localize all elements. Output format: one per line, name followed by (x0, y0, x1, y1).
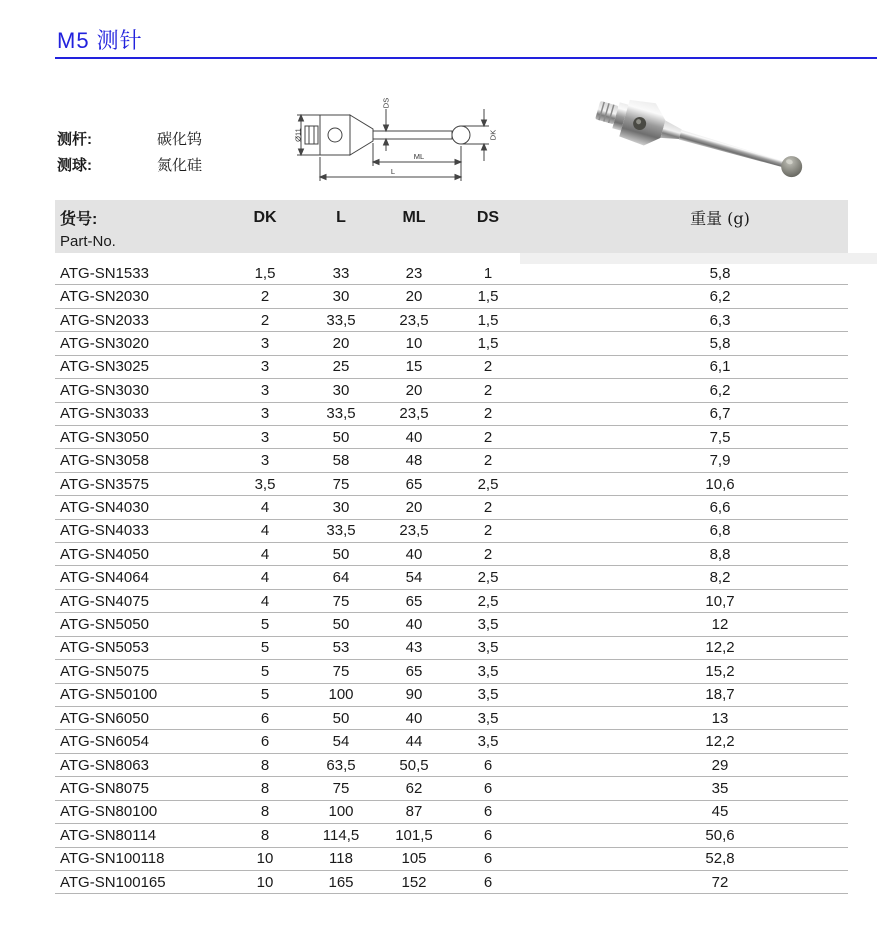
weight-cell: 7,5 (709, 428, 731, 446)
ml-cell: 23,5 (399, 311, 429, 329)
drawing-label-shank-diameter: Ø11 (293, 128, 303, 142)
ds-cell: 2 (483, 428, 493, 446)
ds-cell: 2 (483, 498, 493, 516)
drawing-thread (305, 126, 318, 144)
part-no-cell: ATG-SN3020 (60, 334, 149, 352)
drawing-label-ds: DS (381, 97, 391, 109)
table-row (55, 285, 848, 308)
ds-cell: 1 (483, 264, 493, 282)
dk-cell: 2 (260, 311, 270, 329)
l-cell: 53 (332, 639, 350, 657)
ml-cell: 10 (405, 334, 423, 352)
part-no-cell: ATG-SN1533 (60, 264, 149, 282)
title-underline (55, 57, 877, 59)
table-row (55, 660, 848, 683)
l-cell: 64 (332, 569, 350, 587)
ds-cell: 2 (483, 522, 493, 540)
weight-cell: 8,2 (709, 569, 731, 587)
table-body (55, 262, 848, 894)
weight-cell: 52,8 (705, 850, 735, 868)
dk-cell: 10 (256, 850, 274, 868)
table-row (55, 543, 848, 566)
l-cell: 33,5 (326, 405, 356, 423)
part-no-cell: ATG-SN2033 (60, 311, 149, 329)
l-cell: 165 (328, 873, 354, 891)
col-weight: 重量 (g) (690, 209, 750, 228)
l-cell: 33 (332, 264, 350, 282)
ml-cell: 40 (405, 616, 423, 634)
stylus-technical-drawing (291, 95, 513, 198)
ds-cell: 1,5 (477, 334, 499, 352)
ds-cell: 3,5 (477, 686, 499, 704)
weight-cell: 10,7 (705, 592, 735, 610)
l-cell: 25 (332, 358, 350, 376)
material-label-shaft: 测杆: (57, 131, 92, 148)
ml-cell: 20 (405, 381, 423, 399)
dk-cell: 3 (260, 334, 270, 352)
dk-cell: 4 (260, 522, 270, 540)
weight-cell: 18,7 (705, 686, 735, 704)
part-no-cell: ATG-SN4075 (60, 592, 149, 610)
table-row (55, 613, 848, 636)
ml-cell: 20 (405, 498, 423, 516)
weight-cell: 6,3 (709, 311, 731, 329)
dk-cell: 1,5 (254, 264, 276, 282)
table-row (55, 637, 848, 660)
part-no-cell: ATG-SN50100 (60, 686, 158, 704)
ml-cell: 44 (405, 733, 423, 751)
table-row (55, 309, 848, 332)
part-no-cell: ATG-SN3030 (60, 381, 149, 399)
table-row (55, 356, 848, 379)
material-row-shaft (57, 127, 202, 153)
weight-cell: 6,8 (709, 522, 731, 540)
weight-cell: 10,6 (705, 475, 735, 493)
ds-cell: 3,5 (477, 709, 499, 727)
l-cell: 100 (328, 803, 354, 821)
col-part-no-en: Part-No. (60, 233, 116, 250)
l-cell: 75 (332, 592, 350, 610)
part-no-cell: ATG-SN5053 (60, 639, 149, 657)
ds-cell: 3,5 (477, 616, 499, 634)
weight-cell: 6,1 (709, 358, 731, 376)
page-title: M5 测针 (57, 28, 143, 53)
dk-cell: 6 (260, 709, 270, 727)
weight-cell: 8,8 (709, 545, 731, 563)
ml-cell: 15 (405, 358, 423, 376)
ds-cell: 2 (483, 358, 493, 376)
table-row (55, 754, 848, 777)
table-header (55, 200, 848, 253)
part-no-cell: ATG-SN4050 (60, 545, 149, 563)
ds-cell: 2 (483, 452, 493, 470)
part-no-cell: ATG-SN3025 (60, 358, 149, 376)
dk-cell: 3 (260, 452, 270, 470)
drawing-ball (452, 126, 470, 144)
ml-cell: 23,5 (399, 522, 429, 540)
ds-cell: 6 (483, 850, 493, 868)
ds-cell: 3,5 (477, 662, 499, 680)
col-ml: ML (402, 208, 426, 226)
dk-cell: 3 (260, 358, 270, 376)
l-cell: 33,5 (326, 311, 356, 329)
l-cell: 100 (328, 686, 354, 704)
weight-cell: 6,2 (709, 288, 731, 306)
dk-cell: 2 (260, 288, 270, 306)
weight-cell: 6,6 (709, 498, 731, 516)
part-no-cell: ATG-SN2030 (60, 288, 149, 306)
table-row (55, 426, 848, 449)
dk-cell: 5 (260, 662, 270, 680)
table-row (55, 379, 848, 402)
materials-block (57, 127, 202, 179)
part-no-cell: ATG-SN4030 (60, 498, 149, 516)
l-cell: 50 (332, 545, 350, 563)
ds-cell: 1,5 (477, 288, 499, 306)
dk-cell: 5 (260, 639, 270, 657)
weight-cell: 6,7 (709, 405, 731, 423)
ds-cell: 3,5 (477, 639, 499, 657)
ds-cell: 2,5 (477, 475, 499, 493)
dk-cell: 8 (260, 803, 270, 821)
table-row (55, 473, 848, 496)
col-part-no-cn: 货号: (60, 211, 98, 228)
table-row (55, 262, 848, 285)
dk-cell: 6 (260, 733, 270, 751)
col-ds: DS (476, 208, 500, 226)
table-row (55, 566, 848, 589)
weight-cell: 6,2 (709, 381, 731, 399)
l-cell: 30 (332, 381, 350, 399)
table-row (55, 449, 848, 472)
table-row (55, 801, 848, 824)
ds-cell: 6 (483, 803, 493, 821)
drawing-label-ml: ML (413, 152, 425, 161)
part-no-cell: ATG-SN6054 (60, 733, 149, 751)
ml-cell: 105 (401, 850, 427, 868)
l-cell: 58 (332, 452, 350, 470)
ds-cell: 2,5 (477, 592, 499, 610)
material-value-shaft: 碳化钨 (157, 131, 203, 148)
dk-cell: 10 (256, 873, 274, 891)
table-row (55, 520, 848, 543)
dk-cell: 5 (260, 686, 270, 704)
ml-cell: 23,5 (399, 405, 429, 423)
ml-cell: 62 (405, 779, 423, 797)
dk-cell: 3 (260, 381, 270, 399)
weight-cell: 15,2 (705, 662, 735, 680)
table-row (55, 403, 848, 426)
ml-cell: 90 (405, 686, 423, 704)
ds-cell: 6 (483, 779, 493, 797)
ds-cell: 6 (483, 756, 493, 774)
ds-cell: 2 (483, 381, 493, 399)
table-row (55, 707, 848, 730)
l-cell: 63,5 (326, 756, 356, 774)
table-row (55, 332, 848, 355)
part-no-cell: ATG-SN3058 (60, 452, 149, 470)
weight-cell: 12 (711, 616, 729, 634)
ds-cell: 1,5 (477, 311, 499, 329)
ml-cell: 48 (405, 452, 423, 470)
l-cell: 50 (332, 428, 350, 446)
table-row (55, 871, 848, 894)
dk-cell: 8 (260, 779, 270, 797)
l-cell: 75 (332, 662, 350, 680)
col-dk: DK (253, 208, 277, 226)
ds-cell: 3,5 (477, 733, 499, 751)
part-no-cell: ATG-SN5050 (60, 616, 149, 634)
l-cell: 30 (332, 498, 350, 516)
ml-cell: 87 (405, 803, 423, 821)
part-no-cell: ATG-SN4064 (60, 569, 149, 587)
table-row (55, 590, 848, 613)
dk-cell: 3,5 (254, 475, 276, 493)
part-no-cell: ATG-SN5075 (60, 662, 149, 680)
l-cell: 20 (332, 334, 350, 352)
dk-cell: 4 (260, 569, 270, 587)
ml-cell: 65 (405, 592, 423, 610)
drawing-body-hole (328, 128, 342, 142)
l-cell: 50 (332, 709, 350, 727)
ds-cell: 2,5 (477, 569, 499, 587)
ml-cell: 20 (405, 288, 423, 306)
weight-cell: 13 (711, 709, 729, 727)
ml-cell: 152 (401, 873, 427, 891)
dk-cell: 8 (260, 756, 270, 774)
weight-cell: 5,8 (709, 334, 731, 352)
ds-cell: 6 (483, 873, 493, 891)
weight-cell: 7,9 (709, 452, 731, 470)
weight-cell: 12,2 (705, 733, 735, 751)
ml-cell: 40 (405, 428, 423, 446)
weight-cell: 5,8 (709, 264, 731, 282)
drawing-cone (350, 115, 373, 155)
dk-cell: 3 (260, 405, 270, 423)
drawing-label-l: L (390, 167, 396, 176)
part-no-cell: ATG-SN8075 (60, 779, 149, 797)
l-cell: 75 (332, 779, 350, 797)
l-cell: 30 (332, 288, 350, 306)
drawing-body (320, 115, 350, 155)
dk-cell: 8 (260, 826, 270, 844)
ml-cell: 50,5 (399, 756, 429, 774)
part-no-cell: ATG-SN3033 (60, 405, 149, 423)
material-label-ball: 测球: (57, 157, 92, 174)
weight-cell: 12,2 (705, 639, 735, 657)
l-cell: 75 (332, 475, 350, 493)
weight-cell: 35 (711, 779, 729, 797)
table-row (55, 848, 848, 871)
photo-shaft (679, 130, 787, 170)
weight-cell: 29 (711, 756, 729, 774)
part-no-cell: ATG-SN3050 (60, 428, 149, 446)
l-cell: 114,5 (322, 826, 360, 844)
photo-ball (779, 154, 805, 180)
part-no-cell: ATG-SN8063 (60, 756, 149, 774)
table-row (55, 824, 848, 847)
part-no-cell: ATG-SN80114 (60, 826, 157, 844)
dk-cell: 3 (260, 428, 270, 446)
ds-cell: 6 (483, 826, 493, 844)
table-row (55, 496, 848, 519)
table-row (55, 777, 848, 800)
part-no-cell: ATG-SN100165 (60, 873, 166, 891)
l-cell: 33,5 (326, 522, 356, 540)
weight-cell: 50,6 (705, 826, 735, 844)
part-no-cell: ATG-SN80100 (60, 803, 158, 821)
drawing-shaft (373, 131, 452, 139)
part-no-cell: ATG-SN3575 (60, 475, 149, 493)
drawing-label-dk: DK (488, 129, 498, 141)
ml-cell: 65 (405, 662, 423, 680)
ml-cell: 23 (405, 264, 423, 282)
dk-cell: 5 (260, 616, 270, 634)
l-cell: 50 (332, 616, 350, 634)
part-no-cell: ATG-SN6050 (60, 709, 149, 727)
dk-cell: 4 (260, 592, 270, 610)
product-photo (590, 85, 852, 204)
ml-cell: 40 (405, 709, 423, 727)
l-cell: 54 (332, 733, 350, 751)
ml-cell: 65 (405, 475, 423, 493)
table-row (55, 684, 848, 707)
ml-cell: 54 (405, 569, 423, 587)
table-row (55, 730, 848, 753)
part-no-cell: ATG-SN100118 (60, 850, 165, 868)
ds-cell: 2 (483, 405, 493, 423)
weight-cell: 45 (711, 803, 729, 821)
material-value-ball: 氮化硅 (157, 157, 203, 174)
material-row-ball (57, 153, 202, 179)
part-no-cell: ATG-SN4033 (60, 522, 149, 540)
weight-cell: 72 (711, 873, 729, 891)
ds-cell: 2 (483, 545, 493, 563)
ml-cell: 40 (405, 545, 423, 563)
dk-cell: 4 (260, 498, 270, 516)
ml-cell: 101,5 (395, 826, 433, 844)
ml-cell: 43 (405, 639, 423, 657)
dk-cell: 4 (260, 545, 270, 563)
col-l: L (336, 208, 346, 226)
l-cell: 118 (329, 850, 353, 868)
